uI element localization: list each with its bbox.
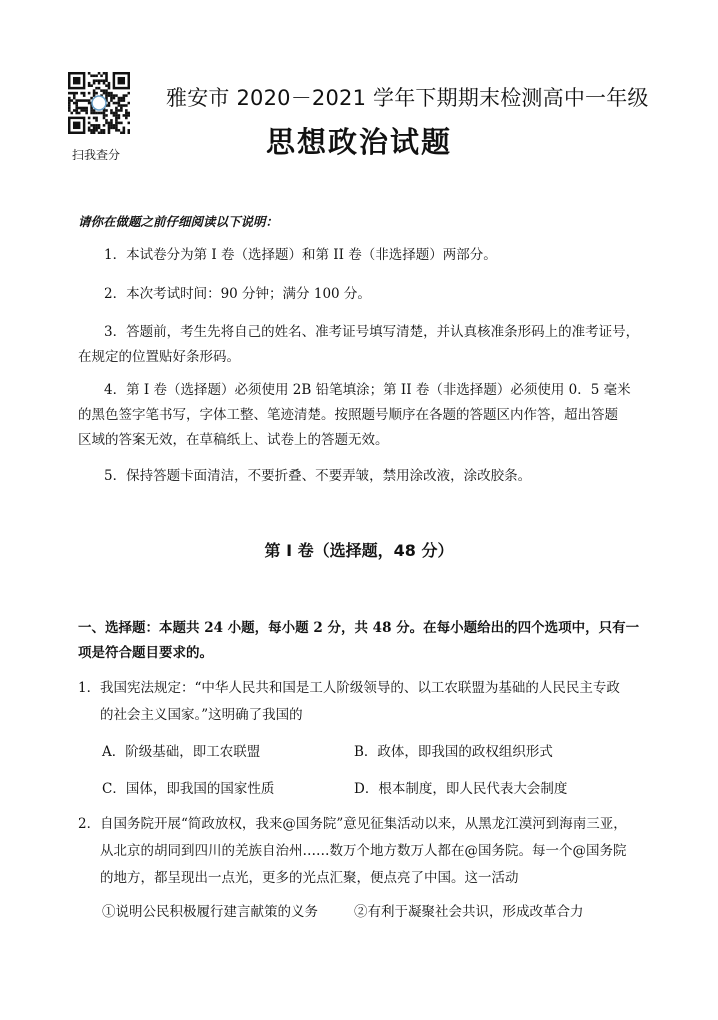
section-title: 第 I 卷（选择题，48 分） <box>264 541 454 560</box>
rule-line: 区域的答案无效，在草稿纸上、试卷上的答题无效。 <box>78 432 389 448</box>
description-line: 一、选择题：本题共 24 小题，每小题 2 分，共 48 分。在每小题给出的四个选项中，只有一 <box>78 620 640 636</box>
section-description <box>78 616 652 666</box>
question-line: 的社会主义国家。”这明确了我国的 <box>100 707 303 723</box>
instruction-rule-5 <box>78 464 650 489</box>
question-1 <box>78 675 652 729</box>
subject-title: 思想政治试题 <box>265 125 452 159</box>
rule-line: 的黑色签字笔书写，字体工整、笔迹清楚。按照题号顺序在各题的答题区内作答，超出答题 <box>78 407 618 423</box>
exam-title: 雅安市 2020－2021 学年下期期末检测高中一年级 <box>166 86 649 110</box>
q2-statement-1: ①说明公民积极履行建言献策的义务 <box>102 904 318 920</box>
question-number: 1． <box>78 680 101 696</box>
rule-line: 1．本试卷分为第 I 卷（选择题）和第 II 卷（非选择题）两部分。 <box>104 247 497 263</box>
rule-line: 4．第 I 卷（选择题）必须使用 2B 铅笔填涂；第 II 卷（非选择题）必须使用 0．5 毫米 <box>104 382 631 398</box>
instruction-rule-1 <box>78 243 650 268</box>
question-line: 我国宪法规定：“中华人民共和国是工人阶级领导的、以工农联盟为基础的人民民主专政 <box>100 680 620 696</box>
instruction-rule-3 <box>78 320 650 370</box>
question-line: 的地方，都呈现出一点光，更多的光点汇聚，便点亮了中国。这一活动 <box>100 870 519 886</box>
instruction-rule-2 <box>78 282 650 307</box>
question-number: 2． <box>78 816 101 832</box>
rule-line: 5．保持答题卡面清洁，不要折叠、不要弄皱，禁用涂改液，涂改胶条。 <box>104 468 532 484</box>
question-line: 从北京的胡同到四川的羌族自治州……数万个地方数万人都在@国务院。每一个@国务院 <box>100 843 627 859</box>
q1-option-a[interactable]: A．阶级基础，即工农联盟 <box>102 744 261 760</box>
qr-caption: 扫我查分 <box>72 148 121 162</box>
rule-line: 在规定的位置贴好条形码。 <box>78 349 240 365</box>
rule-line: 3．答题前，考生先将自己的姓名、准考证号填写清楚，并认真核准条形码上的准考证号， <box>104 324 640 340</box>
description-line: 项是符合题目要求的。 <box>78 645 213 661</box>
question-line: 自国务院开展“简政放权，我来@国务院”意见征集活动以来，从黑龙江漠河到海南三亚， <box>100 816 627 832</box>
instructions-heading: 请你在做题之前仔细阅读以下说明： <box>78 214 279 229</box>
q2-statement-2: ②有利于凝聚社会共识，形成改革合力 <box>354 904 584 920</box>
instruction-rule-4 <box>78 378 650 453</box>
q1-option-b[interactable]: B．政体，即我国的政权组织形式 <box>354 744 553 760</box>
q1-option-c[interactable]: C．国体，即我国的国家性质 <box>102 781 275 797</box>
question-2 <box>78 811 652 892</box>
rule-line: 2．本次考试时间：90 分钟；满分 100 分。 <box>104 286 371 302</box>
q1-option-d[interactable]: D．根本制度，即人民代表大会制度 <box>354 781 568 797</box>
